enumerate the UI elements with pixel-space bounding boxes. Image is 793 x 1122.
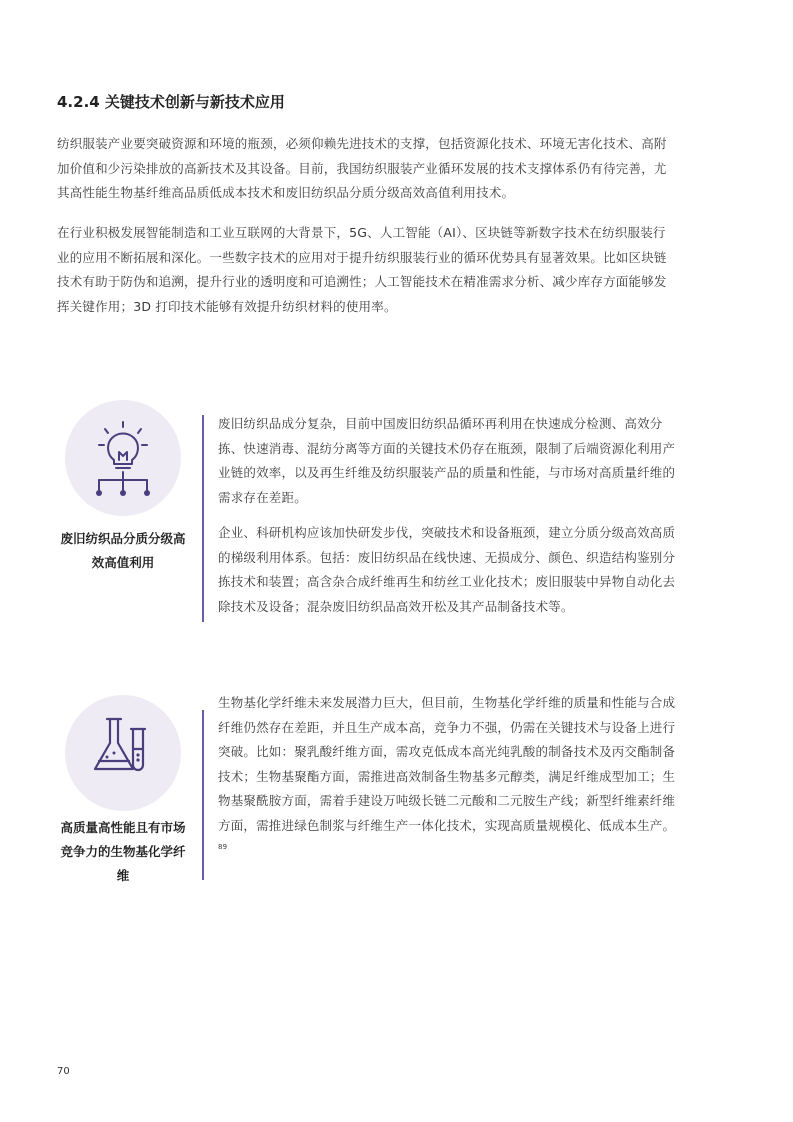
block-paragraph: 企业、科研机构应该加快研发步伐，突破技术和设备瓶颈，建立分质分级高效高质的梯级利用体系。包括：废旧纺织品在线快速、无损成分、颜色、织造结构鉴别分拣技术和装置；高含杂合成纤维再生和纺丝工业化技术；废旧服装中异物自动化去除技术及设备；混杂废旧纺织品高效开松及其产品制备技术等。 — [218, 525, 676, 614]
body-paragraph: 纺织服装产业要突破资源和环境的瓶颈，必须仰赖先进技术的支撑，包括资源化技术、环境无害化技术、高附加价值和少污染排放的高新技术及其设备。目前，我国纺织服装产业循环发展的技术支撑体系仍有待完善，尤其高性能生物基纤维高品质低成本技术和废旧纺织品分质分级高效高值利用技术。 — [57, 136, 667, 200]
page-number: 70 — [57, 1066, 70, 1077]
block-title: 高质量高性能且有市场竞争力的生物基化学纤维 — [60, 820, 186, 883]
block-paragraph — [218, 691, 678, 863]
body-paragraph: 在行业积极发展智能制造和工业互联网的大背景下，5G、人工智能（AI）、区块链等新数字技术在纺织服装行业的应用不断拓展和深化。一些数字技术的应用对于提升纺织服装行业的循环优势具有显著效果。比如区块链技术有助于防伪和追溯，提升行业的透明度和可追溯性；人工智能技术在精准需求分析、减少库存方面能够发挥关键作用；3D 打印技术能够有效提升纺织材料的使用率。 — [57, 225, 667, 314]
section-heading: 4.2.4 关键技术创新与新技术应用 — [57, 93, 285, 111]
lab-flask-icon — [65, 695, 181, 811]
tech-block-bio-fibers — [57, 695, 697, 895]
lightbulb-network-icon — [65, 400, 181, 516]
divider — [202, 710, 204, 880]
block-title: 废旧纺织品分质分级高效高值利用 — [60, 531, 186, 570]
tech-block-textile-recycling — [57, 400, 697, 625]
block-paragraph: 废旧纺织品成分复杂，目前中国废旧纺织品循环再利用在快速成分检测、高效分拣、快速消毒、混纺分离等方面的关键技术仍存在瓶颈，限制了后端资源化利用产业链的效率，以及再生纤维及纺织服装产品的质量和性能，与市场对高质量纤维的需求存在差距。 — [218, 416, 676, 505]
block-paragraph-text: 生物基化学纤维未来发展潜力巨大，但目前，生物基化学纤维的质量和性能与合成纤维仍然存在差距，并且生产成本高，竞争力不强，仍需在关键技术与设备上进行突破。比如：聚乳酸纤维方面，需攻克低成本高光纯乳酸的制备技术及丙交酯制备技术；生物基聚酯方面，需推进高效制备生物基多元醇类，满足纤维成型加工；生物基聚酰胺方面，需着手建设万吨级长链二元酸和二元胺生产线；新型纤维素纤维方面，需推进绿色制浆与纤维生产一体化技术，实现高质量规模化、低成本生产。 — [218, 695, 676, 833]
footnote-ref: 89 — [218, 842, 228, 851]
divider — [202, 415, 204, 622]
